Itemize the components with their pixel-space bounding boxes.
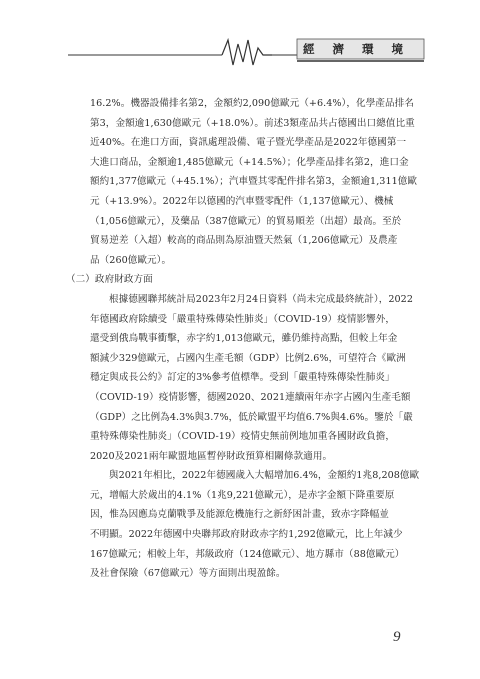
paragraph-trade bbox=[90, 94, 430, 270]
text-line: （1,056億歐元），及藥品（387億歐元）的貿易順差（出超）最高。至於 bbox=[90, 215, 402, 227]
text-line: 16.2%。機器設備排名第2，金額約2,090億歐元（+6.4%），化學產品排名 bbox=[90, 98, 414, 109]
text-line: （GDP）之比例為4.3%與3.7%，低於歐盟平均值6.7%與4.6%。鑒於「嚴 bbox=[90, 411, 413, 423]
text-line: 元（+13.9%）。2022年以德國的汽車暨零配件（1,137億歐元）、機械 bbox=[90, 195, 394, 207]
text-line: 第3，金額逾1,630億歐元（+18.0%）。前述3類產品共占德國出口總值比重 bbox=[90, 117, 415, 129]
text-line: 因，惟為因應烏克蘭戰爭及能源危機施行之新紓困計畫，致赤字降幅並 bbox=[90, 509, 389, 521]
text-line: 2020及2021兩年歐盟地區暫停財政預算相關條款適用。 bbox=[90, 450, 333, 462]
text-line: 大進口商品，金額逾1,485億歐元（+14.5%）；化學產品排名第2，進口金 bbox=[90, 156, 409, 168]
text-line: 年德國政府除續受「嚴重特殊傳染性肺炎」（COVID-19）疫情影響外， bbox=[90, 313, 396, 325]
text-line: 及社會保險（67億歐元）等方面則出現盈餘。 bbox=[90, 568, 286, 580]
section-heading: （二）政府財政方面 bbox=[66, 274, 153, 286]
text-line: 不明顯。2022年德國中央聯邦政府財政赤字約1,292億歐元，比上年減少 bbox=[90, 529, 403, 541]
text-line: 貿易逆差（入超）較高的商品則為原油暨天然氣（1,206億歐元）及農產 bbox=[90, 235, 398, 247]
paragraph-fiscal bbox=[90, 290, 430, 466]
text-line: 元，增幅大於歲出的4.1%（1兆9,221億歐元），是赤字金額下降重要原 bbox=[90, 489, 395, 501]
text-line: 額約1,377億歐元（+45.1%）；汽車暨其零配件排名第3，金額逾1,311億歐 bbox=[90, 176, 418, 188]
text-line: 167億歐元；相較上年，邦級政府（124億歐元）、地方縣市（88億歐元） bbox=[90, 548, 405, 560]
text-line: 還受到俄烏戰事衝擊，赤字約1,013億歐元，雖仍維持高點，但較上年金 bbox=[90, 333, 398, 345]
text-line: 近40%。在進口方面，資訊處理設備、電子暨光學產品是2022年德國第一 bbox=[90, 137, 407, 149]
text-line: 額減少329億歐元，占國內生產毛額（GDP）比例2.6%，可望符合《歐洲 bbox=[90, 352, 406, 364]
text-line: 品（260億歐元）。 bbox=[90, 254, 172, 266]
text-line: （COVID-19）疫情影響，德國2020、2021連續兩年赤字占國內生產毛額 bbox=[90, 391, 411, 403]
text-line: 根據德國聯邦統計局2023年2月24日資料（尚未完成最終統計），2022 bbox=[109, 293, 413, 305]
text-line: 重特殊傳染性肺炎」（COVID-19）疫情史無前例地加重各國財政負擔， bbox=[90, 431, 396, 443]
page-number: 9 bbox=[393, 629, 401, 645]
body-text bbox=[66, 94, 430, 584]
text-line: 穩定與成長公約》訂定的3%參考值標準。受到「嚴重特殊傳染性肺炎」 bbox=[90, 372, 395, 384]
paragraph-revenue bbox=[90, 466, 430, 584]
section-title: 經 濟 環 境 bbox=[303, 42, 411, 56]
text-line: 與2021年相比，2022年德國歲入大幅增加6.4%，金額約1兆8,208億歐 bbox=[109, 470, 420, 482]
page-header bbox=[0, 34, 480, 68]
